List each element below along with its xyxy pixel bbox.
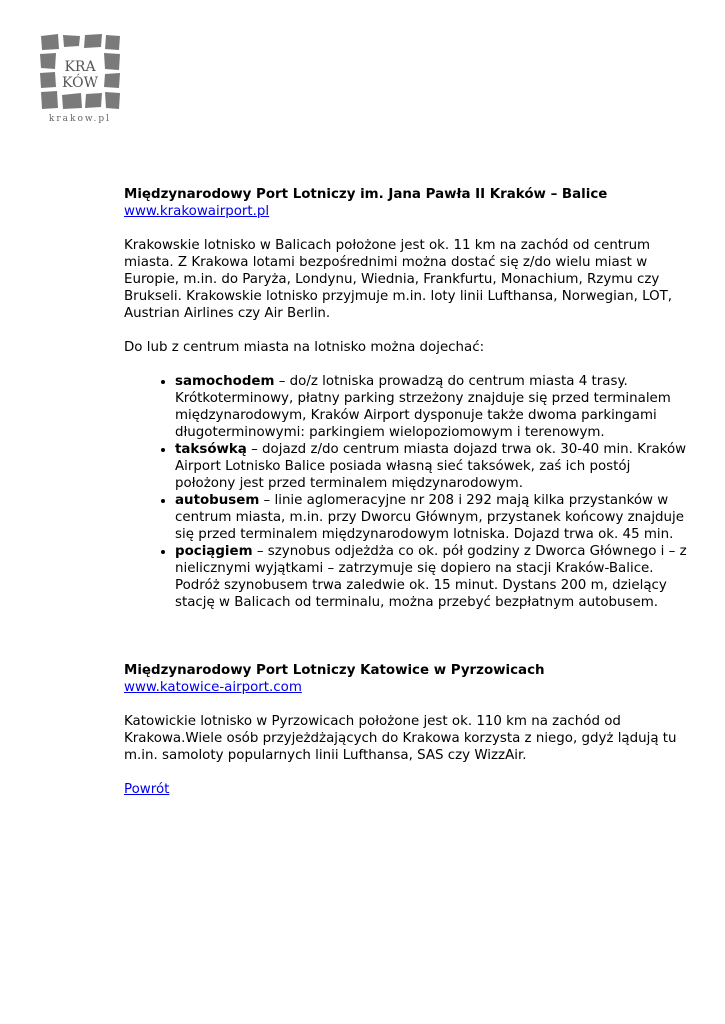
transport-list [124, 373, 694, 611]
transport-intro: Do lub z centrum miasta na lotnisko można dojechać: [124, 340, 485, 355]
krakow-airport-link[interactable]: www.krakowairport.pl [124, 204, 270, 219]
page-content [124, 186, 694, 798]
transport-item-bus [175, 492, 694, 543]
katowice-airport-link[interactable]: www.katowice-airport.com [124, 680, 302, 695]
transport-term: autobusem [175, 493, 260, 508]
transport-text: – do/z lotniska prowadzą do centrum miasta 4 trasy. Krótkoterminowy, płatny parking strzeżony znajduje się przed terminalem międzynarodowym, Kraków Airport dysponuje także dwoma parkingami długoterminowymi: parkingiem wielopoziomowym i terenowym. [175, 374, 671, 440]
transport-item-train [175, 543, 694, 611]
krakow-airport-description: Krakowskie lotnisko w Balicach położone jest ok. 11 km na zachód od centrum miasta. Z Krakowa lotami bezpośrednimi można dostać się z/do wielu miast w Europie, m.in. do Paryża, Londynu, Wiednia, Frankfurtu, Monachium, Rzymu czy Brukseli. Krakowskie lotnisko przyjmuje m.in. loty linii Lufthansa, Norwegian, LOT, Austrian Airlines czy Air Berlin. [124, 238, 673, 321]
krakow-airport-title: Międzynarodowy Port Lotniczy im. Jana Pawła II Kraków – Balice [124, 187, 608, 202]
back-link[interactable]: Powrót [124, 782, 170, 797]
transport-term: taksówką [175, 442, 247, 457]
transport-item-taxi [175, 441, 694, 492]
logo-line2: KÓW [62, 75, 98, 91]
transport-term: samochodem [175, 374, 275, 389]
transport-term: pociągiem [175, 544, 253, 559]
transport-text: – linie aglomeracyjne nr 208 i 292 mają kilka przystanków w centrum miasta, m.in. przy Dworcu Głównym, przystanek końcowy znajduje się przed terminalem międzynarodowym lotniska. Dojazd trwa ok. 45 min. [175, 493, 685, 542]
katowice-airport-title: Międzynarodowy Port Lotniczy Katowice w Pyrzowicach [124, 663, 545, 678]
katowice-airport-description: Katowickie lotnisko w Pyrzowicach położone jest ok. 110 km na zachód od Krakowa.Wiele osób przyjeżdżających do Krakowa korzysta z niego, gdyż lądują tu m.in. samoloty popularnych linii Lufthansa, SAS czy WizzAir. [124, 714, 677, 763]
logo-domain: krakow.pl [48, 114, 112, 124]
logo-mark-icon [38, 32, 122, 124]
krakow-logo [38, 32, 122, 124]
transport-text: – szynobus odjeżdża co ok. pół godziny z Dworca Głównego i – z nielicznymi wyjątkami – zatrzymuje się dopiero na stacji Kraków-Balice. Podróż szynobusem trwa zaledwie ok. 15 minut. Dystans 200 m, dzielący stację w Balicach od terminalu, można przebyć bezpłatnym autobusem. [175, 544, 687, 610]
logo-line1: KRA [64, 59, 96, 75]
transport-item-car [175, 373, 694, 441]
transport-text: – dojazd z/do centrum miasta dojazd trwa ok. 30-40 min. Kraków Airport Lotnisko Balice posiada własną sieć taksówek, zaś ich postój położony jest przed terminalem międzynarodowym. [175, 442, 687, 491]
